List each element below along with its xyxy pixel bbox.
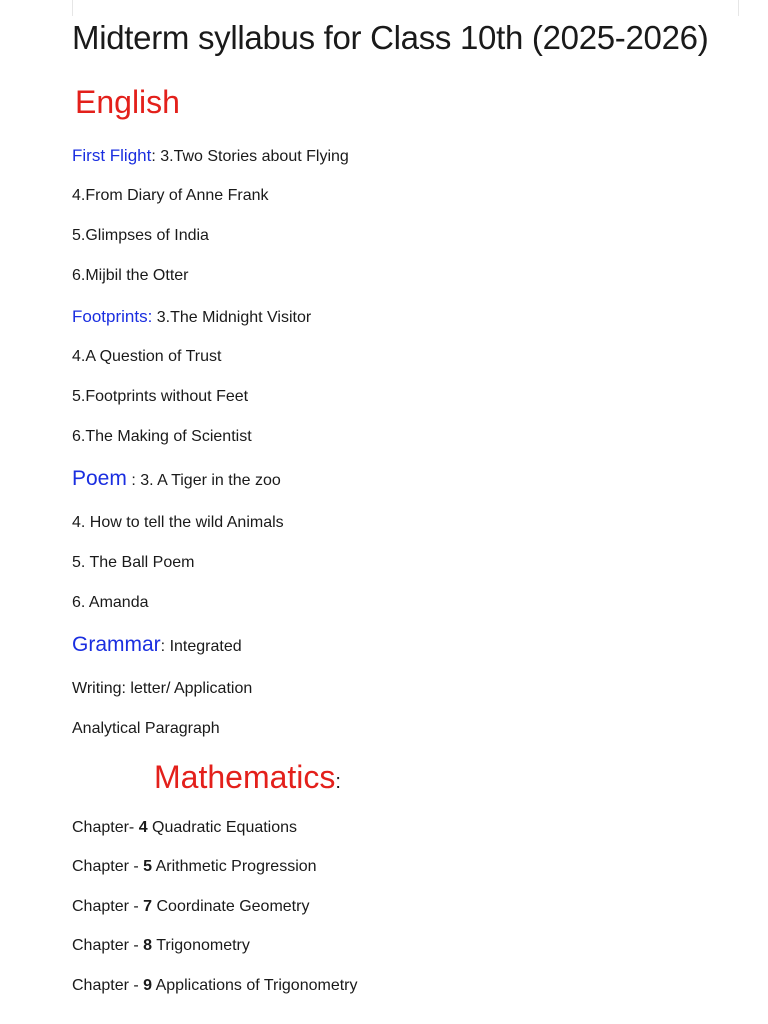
grammar-line: [72, 634, 242, 658]
poem-line: [72, 468, 281, 492]
chapter-prefix: Chapter -: [72, 858, 144, 875]
math-chapter-9: [72, 975, 357, 997]
footprints-chapter-5: 5.Footprints without Feet: [72, 388, 249, 405]
chapter-number: 8: [143, 937, 153, 954]
poem-5: 5. The Ball Poem: [72, 554, 195, 571]
poem-3: 3. A Tiger in the zoo: [140, 472, 281, 489]
chapter-name: Trigonometry: [152, 937, 250, 954]
mathematics-heading: [154, 757, 341, 802]
chapter-number: 5: [143, 858, 153, 875]
chapter-name: Coordinate Geometry: [152, 898, 310, 915]
english-heading: English: [75, 84, 180, 120]
chapter-name: Quadratic Equations: [147, 819, 298, 836]
page-edge-right: [738, 0, 739, 16]
footprints-chapter-4: 4.A Question of Trust: [72, 348, 222, 365]
grammar-paragraph: Analytical Paragraph: [72, 720, 220, 737]
first-flight-separator: :: [151, 148, 156, 165]
page-title: Midterm syllabus for Class 10th (2025-2026): [72, 19, 709, 56]
poem-separator: :: [131, 472, 136, 489]
mathematics-heading-text: Mathematics: [154, 759, 336, 795]
footprints-chapter-6: 6.The Making of Scientist: [72, 428, 252, 445]
mathematics-heading-suffix: :: [335, 771, 341, 793]
chapter-number: 4: [138, 819, 148, 836]
first-flight-chapter-5: 5.Glimpses of India: [72, 227, 209, 244]
chapter-prefix: Chapter -: [72, 898, 144, 915]
poem-6: 6. Amanda: [72, 594, 149, 611]
poem-4: 4. How to tell the wild Animals: [72, 514, 284, 531]
grammar-integrated: Integrated: [169, 638, 242, 655]
first-flight-chapter-4: 4.From Diary of Anne Frank: [72, 187, 269, 204]
first-flight-chapter-3: 3.Two Stories about Flying: [160, 148, 349, 165]
chapter-name: Arithmetic Progression: [152, 858, 317, 875]
chapter-prefix: Chapter -: [72, 937, 144, 954]
chapter-prefix: Chapter -: [72, 977, 144, 994]
footprints-line: [72, 306, 311, 329]
chapter-number: 9: [143, 977, 153, 994]
footprints-label: Footprints:: [72, 307, 153, 326]
page-edge-left: [72, 0, 73, 16]
grammar-writing: Writing: letter/ Application: [72, 680, 253, 697]
math-chapter-8: [72, 935, 250, 957]
chapter-name: Applications of Trigonometry: [152, 977, 358, 994]
first-flight-label: First Flight: [72, 146, 152, 165]
grammar-separator: :: [160, 638, 166, 655]
poem-label: Poem: [72, 467, 127, 490]
math-chapter-5: [72, 856, 317, 878]
math-chapter-4: [72, 817, 297, 839]
chapter-prefix: Chapter-: [72, 819, 139, 836]
footprints-chapter-3: 3.The Midnight Visitor: [156, 309, 312, 326]
chapter-number: 7: [143, 898, 153, 915]
grammar-label: Grammar: [72, 633, 161, 656]
first-flight-line: [72, 145, 349, 168]
first-flight-chapter-6: 6.Mijbil the Otter: [72, 267, 189, 284]
math-chapter-7: [72, 896, 309, 918]
